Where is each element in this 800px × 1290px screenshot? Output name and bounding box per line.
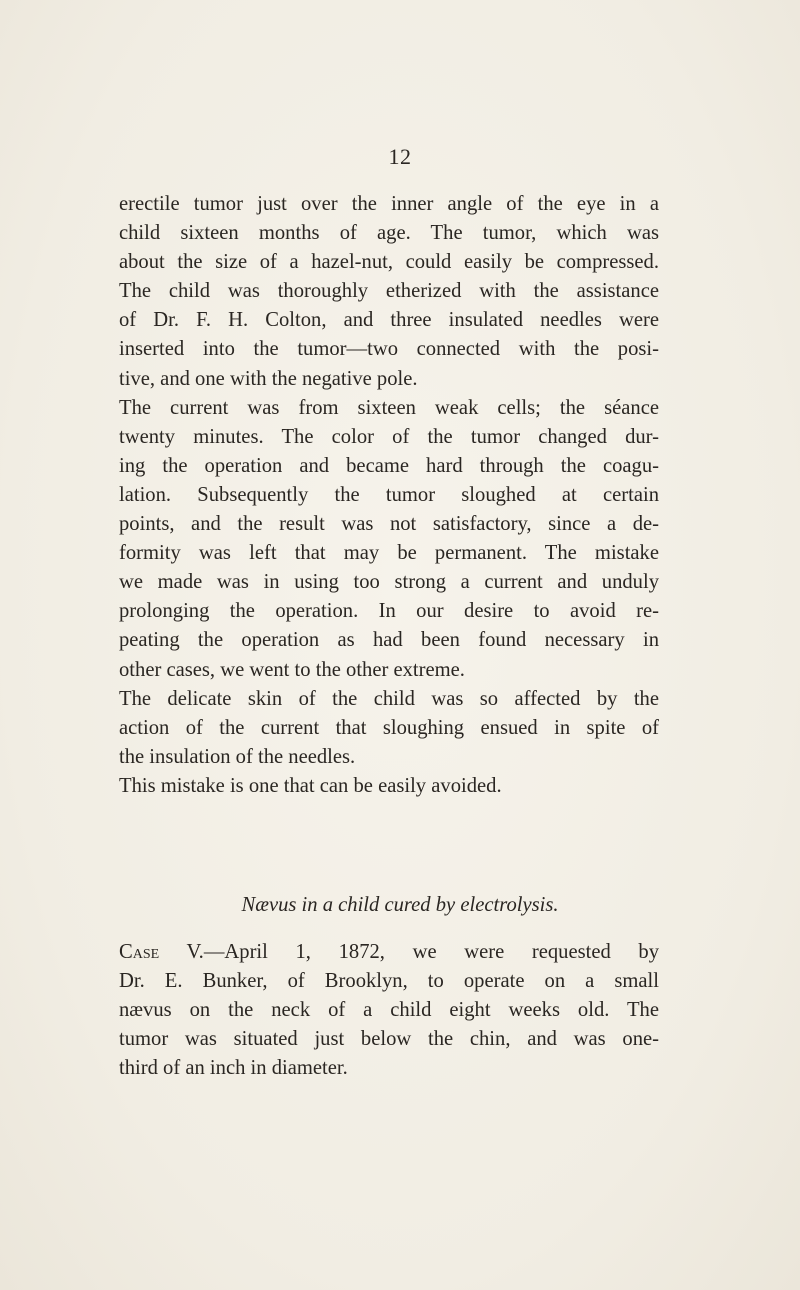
text-line: The current was from sixteen weak cells; the séance: [119, 396, 659, 419]
text-line: The delicate skin of the child was so affected by the: [119, 687, 659, 710]
body-text-section-2: [119, 938, 659, 1083]
text-line: prolonging the operation. In our desire to avoid re-: [119, 600, 659, 623]
text-line: points, and the result was not satisfactory, since a de-: [119, 513, 659, 536]
case-label: Case: [119, 941, 160, 963]
text-line: we made was in using too strong a current and unduly: [119, 571, 659, 594]
text-line: erectile tumor just over the inner angle of the eye in a: [119, 193, 659, 215]
text-line: The child was thoroughly etherized with the assistance: [119, 280, 659, 303]
text-line: action of the current that sloughing ensued in spite of: [119, 716, 659, 739]
text-line: other cases, we went to the other extreme.: [119, 658, 465, 681]
text-line: of Dr. F. H. Colton, and three insulated needles were: [119, 309, 659, 332]
text-line: nævus on the neck of a child eight weeks old. The: [119, 999, 659, 1022]
text-line: lation. Subsequently the tumor sloughed at certain: [119, 483, 659, 506]
text-line: the insulation of the needles.: [119, 745, 356, 768]
text-line: ing the operation and became hard through the coagu-: [119, 454, 659, 477]
text-line: inserted into the tumor—two connected with the posi-: [119, 338, 659, 361]
text-line-case: [119, 938, 659, 967]
text-line: twenty minutes. The color of the tumor changed dur-: [119, 425, 659, 448]
text-line: tumor was situated just below the chin, and was one-: [119, 1028, 659, 1051]
text-line: Dr. E. Bunker, of Brooklyn, to operate on a small: [119, 970, 659, 993]
text-line: peating the operation as had been found necessary in: [119, 629, 659, 652]
case-line-rest: V.—April 1, 1872, we were requested by: [159, 941, 659, 963]
body-text-section-1: [119, 190, 659, 801]
text-line: tive, and one with the negative pole.: [119, 367, 418, 390]
text-line: child sixteen months of age. The tumor, which was: [119, 222, 659, 245]
section-heading: Nævus in a child cured by electrolysis.: [241, 894, 559, 916]
page-number: 12: [388, 144, 412, 169]
text-line: formity was left that may be permanent. The mistake: [119, 542, 659, 565]
text-line: This mistake is one that can be easily avoided.: [119, 774, 502, 797]
text-line: about the size of a hazel-nut, could easily be compressed.: [119, 251, 659, 274]
text-line: third of an inch in diameter.: [119, 1057, 348, 1080]
